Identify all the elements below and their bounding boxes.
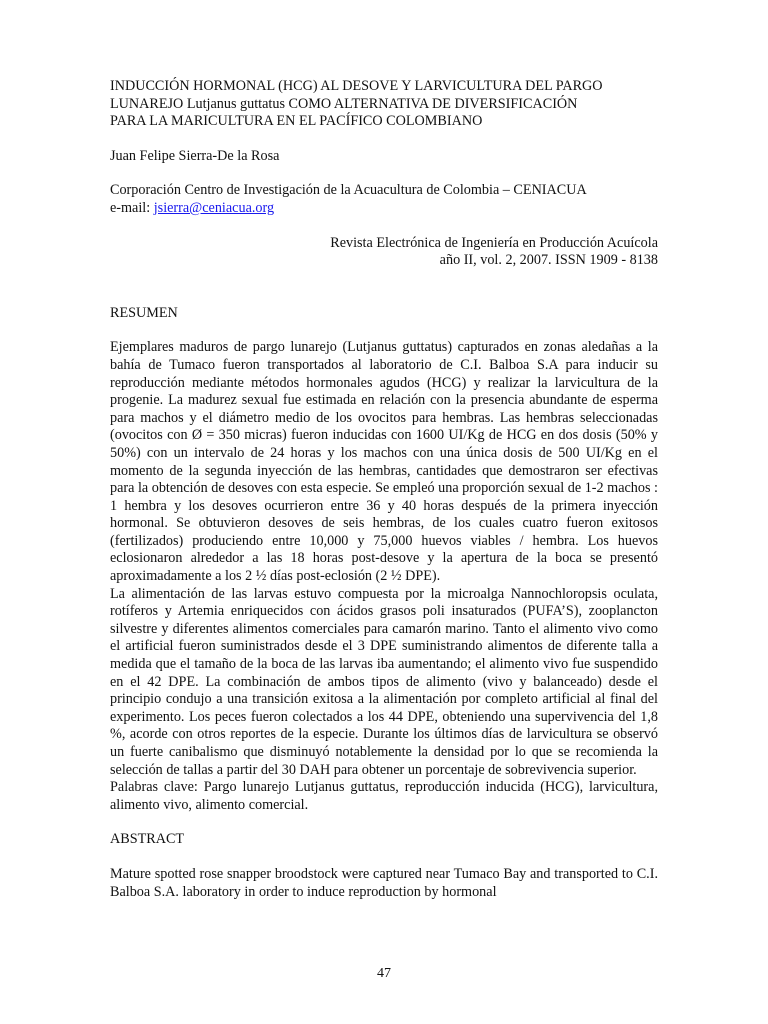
journal-citation — [110, 235, 658, 270]
page-number: 47 — [377, 966, 391, 981]
keywords-paragraph: Palabras clave: Pargo lunarejo Lutjanus guttatus, reproducción inducida (HCG), larvicultura, alimento vivo, alimento comercial. — [110, 779, 658, 813]
paper-page — [110, 78, 658, 901]
resumen-body — [110, 339, 658, 814]
author-name: Juan Felipe Sierra-De la Rosa — [110, 147, 280, 164]
journal-line: Revista Electrónica de Ingeniería en Producción Acuícola — [330, 234, 658, 251]
abstract-heading: ABSTRACT — [110, 831, 185, 848]
paper-title — [110, 78, 658, 131]
affiliation: Corporación Centro de Investigación de la Acuacultura de Colombia – CENIACUA — [110, 182, 587, 199]
resumen-paragraph: Ejemplares maduros de pargo lunarejo (Lutjanus guttatus) capturados en zonas aledañas a la bahía de Tumaco fueron transportados al laboratorio de C.I. Balboa S.A para inducir su reproducción mediante métodos hormonales agudos (HCG) y realizar la larvicultura de la progenie. La madurez sexual fue estimada en relación con la presencia abundante de esperma para machos y el diámetro medio de los ovocitos para hembras. Las hembras seleccionadas (ovocitos con Ø = 350 micras) fueron inducidas con 1600 UI/Kg de HCG en dos dosis (50% y 50%) con un intervalo de 24 horas y los machos con una única dosis de 500 UI/Kg en el momento de la segunda inyección de las hembras, cantidades que demostraron ser efectivas para la obtención de desoves con esta especie. Se empleó una proporción sexual de 1-2 machos : 1 hembra y los desoves ocurrieron entre 36 y 40 horas después de la primera inyección hormonal. Se obtuvieron desoves de seis hembras, de los cuales cuatro fueron exitosos (fertilizados) produciendo entre 10,000 y 75,000 huevos viables / hembra. Los huevos eclosionaron alrededor a las 18 horas post-desove y la apertura de la boca se presentó aproximadamente a los 2 ½ días post-eclosión (2 ½ DPE). — [110, 339, 658, 585]
email-label: e-mail: — [110, 199, 154, 216]
abstract-paragraph: Mature spotted rose snapper broodstock were captured near Tumaco Bay and transported to C.I. Balboa S.A. laboratory in order to induce reproduction by hormonal — [110, 865, 658, 900]
resumen-heading: RESUMEN — [110, 304, 178, 321]
abstract-body — [110, 866, 658, 901]
email-line — [110, 200, 658, 218]
title-line: PARA LA MARICULTURA EN EL PACÍFICO COLOMBIANO — [110, 113, 483, 130]
resumen-paragraph: La alimentación de las larvas estuvo compuesta por la microalga Nannochloropsis oculata, rotíferos y Artemia enriquecidos con ácidos grasos poli insaturados (PUFA’S), zooplancton silvestre y diferentes alimentos comerciales para camarón marino. Tanto el alimento vivo como el artificial fueron suministrados desde el 3 DPE suministrando alimentos de diferente talla a medida que el tamaño de la boca de las larvas iba aumentando; el alimento vivo fue suspendido en el 42 DPE. La combinación de ambos tipos de alimento (vivo y balanceado) desde el principio condujo a una transición exitosa a la alimentación por completo artificial al final del experimento. Los peces fueron colectados a los 44 DPE, obteniendo una supervivencia del 1,8 %, acorde con otros reportes de la especie. Durante los últimos días de larvicultura se observó un fuerte canibalismo que disminuyó notablemente la densidad por lo que se recomienda la selección de tallas a partir del 30 DAH para obtener un porcentaje de sobrevivencia superior. — [110, 585, 658, 778]
title-line: INDUCCIÓN HORMONAL (HCG) AL DESOVE Y LARVICULTURA DEL PARGO — [110, 78, 603, 94]
title-line: LUNAREJO Lutjanus guttatus COMO ALTERNATIVA DE DIVERSIFICACIÓN — [110, 95, 578, 112]
email-link[interactable]: jsierra@ceniacua.org — [153, 199, 275, 216]
affiliation-block — [110, 182, 658, 217]
journal-line: año II, vol. 2, 2007. ISSN 1909 - 8138 — [439, 252, 658, 269]
